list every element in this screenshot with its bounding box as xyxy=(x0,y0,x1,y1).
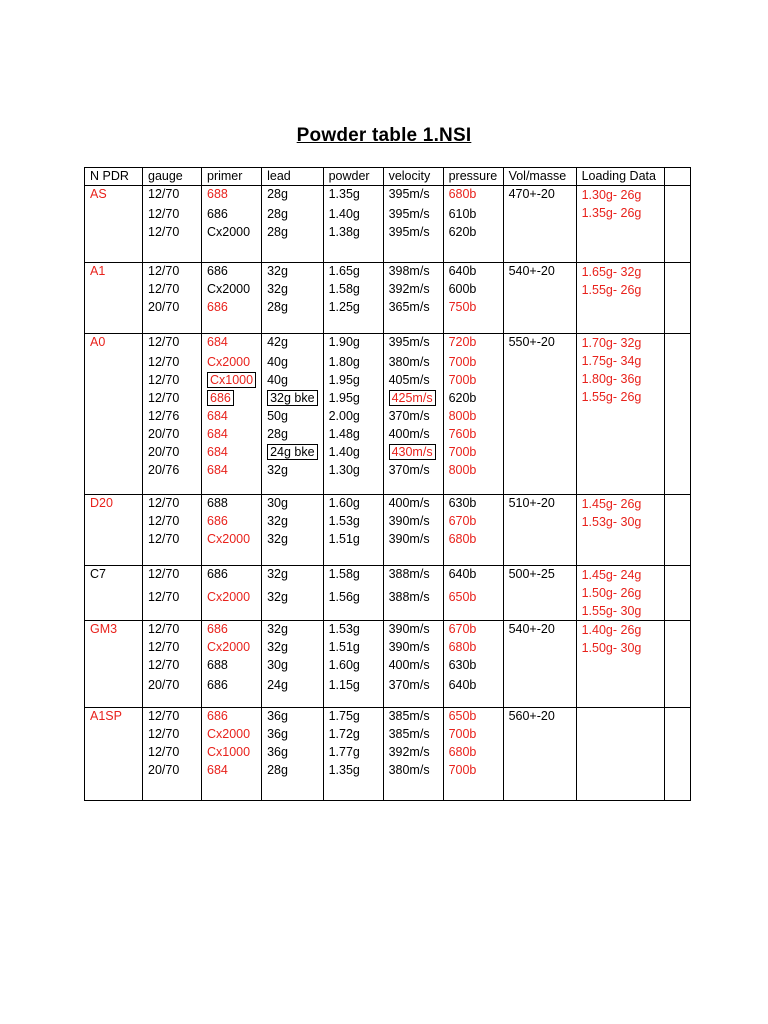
pressure-cell: 620b xyxy=(443,390,503,408)
spacer-cell xyxy=(143,244,202,263)
gauge-cell: 20/70 xyxy=(143,677,202,695)
primer-value: 686 xyxy=(207,390,234,406)
velocity-cell: 395m/s xyxy=(383,186,443,207)
header-vol-masse: Vol/masse xyxy=(503,168,576,186)
lead-cell: 32g xyxy=(262,566,323,590)
lead-cell: 32g xyxy=(262,639,323,657)
spacer-cell xyxy=(262,695,323,708)
powder-name: C7 xyxy=(85,566,143,621)
velocity-cell: 390m/s xyxy=(383,531,443,551)
velocity-cell: 370m/s xyxy=(383,462,443,480)
spacer-cell xyxy=(143,551,202,566)
pressure-cell: 640b xyxy=(443,677,503,695)
gauge-cell: 12/70 xyxy=(143,513,202,531)
pressure-cell: 700b xyxy=(443,762,503,784)
table-row xyxy=(85,495,691,514)
loading-data-entry: 1.70g- 32g xyxy=(581,336,642,350)
pressure-cell: 680b xyxy=(443,639,503,657)
powder-cell: 1.95g xyxy=(323,390,383,408)
primer-cell: 686 xyxy=(202,677,262,695)
spacer-cell xyxy=(202,695,262,708)
primer-cell: 686 xyxy=(202,621,262,640)
spacer-cell xyxy=(443,319,503,334)
lead-cell: 28g xyxy=(262,206,323,224)
lead-cell: 30g xyxy=(262,657,323,677)
gauge-cell: 12/70 xyxy=(143,186,202,207)
lead-cell: 28g xyxy=(262,762,323,784)
loading-data-entry: 1.30g- 26g xyxy=(581,188,642,202)
spacer-cell xyxy=(443,695,503,708)
loading-data-entry: 1.53g- 30g xyxy=(581,515,642,529)
spacer-cell xyxy=(323,319,383,334)
spacer-cell xyxy=(383,551,443,566)
gauge-cell: 12/70 xyxy=(143,744,202,762)
primer-cell: 684 xyxy=(202,462,262,480)
gauge-cell: 12/70 xyxy=(143,639,202,657)
velocity-cell: 380m/s xyxy=(383,354,443,372)
header-row xyxy=(85,168,691,186)
lead-cell: 28g xyxy=(262,186,323,207)
gauge-cell: 12/70 xyxy=(143,657,202,677)
spacer-cell xyxy=(443,480,503,495)
primer-cell xyxy=(202,372,262,390)
gauge-cell: 20/70 xyxy=(143,299,202,319)
spacer-cell xyxy=(383,695,443,708)
gauge-cell: 20/70 xyxy=(143,426,202,444)
gauge-cell: 12/76 xyxy=(143,408,202,426)
header-primer: primer xyxy=(202,168,262,186)
table-row xyxy=(85,708,691,727)
velocity-cell xyxy=(383,390,443,408)
primer-cell: Cx1000 xyxy=(202,744,262,762)
spacer-cell xyxy=(202,319,262,334)
blank-cell xyxy=(664,263,690,334)
loading-data-entry: 1.65g- 32g xyxy=(581,265,642,279)
powder-cell: 1.60g xyxy=(323,657,383,677)
powder-cell: 1.77g xyxy=(323,744,383,762)
powder-cell: 1.40g xyxy=(323,206,383,224)
lead-cell: 42g xyxy=(262,334,323,355)
vol-masse-cell: 510+-20 xyxy=(503,495,576,566)
spacer-cell xyxy=(143,319,202,334)
gauge-cell: 12/70 xyxy=(143,334,202,355)
primer-cell: 684 xyxy=(202,334,262,355)
velocity-cell: 388m/s xyxy=(383,566,443,590)
lead-cell: 24g xyxy=(262,677,323,695)
powder-name: AS xyxy=(85,186,143,263)
gauge-cell: 12/70 xyxy=(143,531,202,551)
lead-cell: 32g xyxy=(262,589,323,615)
blank-cell xyxy=(664,495,690,566)
spacer-cell xyxy=(443,551,503,566)
spacer-cell xyxy=(262,244,323,263)
spacer-cell xyxy=(383,244,443,263)
primer-cell: Cx2000 xyxy=(202,531,262,551)
primer-cell: Cx2000 xyxy=(202,589,262,615)
primer-cell: 686 xyxy=(202,566,262,590)
pressure-cell: 670b xyxy=(443,621,503,640)
pressure-cell: 800b xyxy=(443,408,503,426)
blank-cell xyxy=(664,566,690,621)
loading-data-entry: 1.50g- 26g xyxy=(581,586,642,600)
table-row xyxy=(85,263,691,282)
velocity-cell: 400m/s xyxy=(383,426,443,444)
primer-cell: 686 xyxy=(202,263,262,282)
lead-cell xyxy=(262,390,323,408)
spacer-cell xyxy=(323,480,383,495)
primer-cell: 686 xyxy=(202,513,262,531)
powder-cell: 1.53g xyxy=(323,513,383,531)
powder-cell: 1.56g xyxy=(323,589,383,615)
pressure-cell: 630b xyxy=(443,495,503,514)
powder-name: GM3 xyxy=(85,621,143,708)
primer-cell: Cx2000 xyxy=(202,354,262,372)
powder-cell: 1.35g xyxy=(323,762,383,784)
powder-name: A0 xyxy=(85,334,143,495)
velocity-cell: 392m/s xyxy=(383,281,443,299)
gauge-cell: 12/70 xyxy=(143,224,202,244)
spacer-cell xyxy=(262,319,323,334)
blank-cell xyxy=(664,621,690,708)
spacer-cell xyxy=(202,244,262,263)
table-row xyxy=(85,621,691,640)
lead-cell: 36g xyxy=(262,744,323,762)
gauge-cell: 12/70 xyxy=(143,726,202,744)
spacer-cell xyxy=(262,480,323,495)
primer-cell: Cx2000 xyxy=(202,224,262,244)
lead-cell: 28g xyxy=(262,426,323,444)
pressure-cell: 610b xyxy=(443,206,503,224)
loading-data-cell xyxy=(576,621,664,708)
primer-cell: 684 xyxy=(202,408,262,426)
lead-cell: 32g xyxy=(262,263,323,282)
loading-data-entry: 1.75g- 34g xyxy=(581,354,642,368)
primer-cell: 684 xyxy=(202,444,262,462)
velocity-cell: 365m/s xyxy=(383,299,443,319)
pressure-cell: 620b xyxy=(443,224,503,244)
powder-cell: 1.30g xyxy=(323,462,383,480)
powder-cell: 1.90g xyxy=(323,334,383,355)
lead-value: 32g bke xyxy=(267,390,317,406)
vol-masse-cell: 540+-20 xyxy=(503,263,576,334)
spacer-cell xyxy=(383,480,443,495)
pressure-cell: 600b xyxy=(443,281,503,299)
spacer-cell xyxy=(143,784,202,801)
vol-masse-cell: 540+-20 xyxy=(503,621,576,708)
powder-cell: 1.58g xyxy=(323,281,383,299)
velocity-cell: 405m/s xyxy=(383,372,443,390)
spacer-cell xyxy=(202,551,262,566)
powder-cell: 1.40g xyxy=(323,444,383,462)
primer-value: Cx1000 xyxy=(207,372,256,388)
loading-data-cell xyxy=(576,566,664,621)
loading-data-entry: 1.45g- 24g xyxy=(581,568,642,582)
spacer-cell xyxy=(143,695,202,708)
primer-cell: Cx2000 xyxy=(202,639,262,657)
lead-cell: 32g xyxy=(262,462,323,480)
blank-cell xyxy=(664,186,690,263)
spacer-cell xyxy=(443,244,503,263)
powder-cell: 1.38g xyxy=(323,224,383,244)
header-loading-data: Loading Data xyxy=(576,168,664,186)
velocity-cell: 395m/s xyxy=(383,334,443,355)
loading-data-cell xyxy=(576,495,664,566)
primer-cell: Cx2000 xyxy=(202,726,262,744)
lead-cell: 36g xyxy=(262,708,323,727)
pressure-cell: 680b xyxy=(443,531,503,551)
primer-cell: 688 xyxy=(202,657,262,677)
gauge-cell: 12/70 xyxy=(143,372,202,390)
loading-data-cell xyxy=(576,334,664,495)
pressure-cell: 650b xyxy=(443,708,503,727)
powder-cell: 1.48g xyxy=(323,426,383,444)
velocity-cell: 390m/s xyxy=(383,639,443,657)
powder-cell: 1.75g xyxy=(323,708,383,727)
vol-masse-cell: 470+-20 xyxy=(503,186,576,263)
header-velocity: velocity xyxy=(383,168,443,186)
pressure-cell: 700b xyxy=(443,354,503,372)
velocity-cell: 390m/s xyxy=(383,513,443,531)
velocity-cell: 392m/s xyxy=(383,744,443,762)
primer-cell: 686 xyxy=(202,206,262,224)
powder-cell: 1.95g xyxy=(323,372,383,390)
primer-cell: Cx2000 xyxy=(202,281,262,299)
blank-cell xyxy=(664,334,690,495)
velocity-cell: 388m/s xyxy=(383,589,443,615)
table-row xyxy=(85,334,691,355)
gauge-cell: 12/70 xyxy=(143,354,202,372)
primer-cell xyxy=(202,390,262,408)
gauge-cell: 20/76 xyxy=(143,462,202,480)
vol-masse-cell: 550+-20 xyxy=(503,334,576,495)
pressure-cell: 640b xyxy=(443,566,503,590)
powder-name: A1 xyxy=(85,263,143,334)
spacer-cell xyxy=(143,480,202,495)
velocity-value: 430m/s xyxy=(389,444,436,460)
pressure-cell: 680b xyxy=(443,744,503,762)
loading-data-entry: 1.35g- 26g xyxy=(581,206,642,220)
table-row xyxy=(85,566,691,590)
velocity-cell: 385m/s xyxy=(383,708,443,727)
spacer-cell xyxy=(202,784,262,801)
pressure-cell: 630b xyxy=(443,657,503,677)
gauge-cell: 12/70 xyxy=(143,390,202,408)
pressure-cell: 700b xyxy=(443,444,503,462)
gauge-cell: 12/70 xyxy=(143,708,202,727)
spacer-cell xyxy=(383,319,443,334)
lead-cell: 40g xyxy=(262,372,323,390)
header-powder: powder xyxy=(323,168,383,186)
lead-cell: 32g xyxy=(262,531,323,551)
spacer-cell xyxy=(383,784,443,801)
pressure-cell: 760b xyxy=(443,426,503,444)
powder-cell: 1.25g xyxy=(323,299,383,319)
powder-cell: 1.35g xyxy=(323,186,383,207)
powder-cell: 2.00g xyxy=(323,408,383,426)
pressure-cell: 750b xyxy=(443,299,503,319)
spacer-cell xyxy=(323,551,383,566)
powder-cell: 1.53g xyxy=(323,621,383,640)
loading-data-cell xyxy=(576,708,664,801)
loading-data-cell xyxy=(576,186,664,263)
velocity-cell: 385m/s xyxy=(383,726,443,744)
loading-data-entry: 1.80g- 36g xyxy=(581,372,642,386)
velocity-value: 425m/s xyxy=(389,390,436,406)
primer-cell: 688 xyxy=(202,186,262,207)
pressure-cell: 700b xyxy=(443,726,503,744)
velocity-cell: 370m/s xyxy=(383,408,443,426)
lead-cell: 32g xyxy=(262,513,323,531)
lead-cell: 28g xyxy=(262,224,323,244)
gauge-cell: 12/70 xyxy=(143,206,202,224)
pressure-cell: 650b xyxy=(443,589,503,615)
loading-data-entry: 1.50g- 30g xyxy=(581,641,642,655)
gauge-cell: 12/70 xyxy=(143,589,202,615)
velocity-cell: 398m/s xyxy=(383,263,443,282)
lead-cell: 36g xyxy=(262,726,323,744)
loading-data-entry: 1.55g- 26g xyxy=(581,390,642,404)
velocity-cell: 400m/s xyxy=(383,657,443,677)
powder-cell: 1.65g xyxy=(323,263,383,282)
primer-cell: 686 xyxy=(202,299,262,319)
gauge-cell: 12/70 xyxy=(143,263,202,282)
velocity-cell: 400m/s xyxy=(383,495,443,514)
powder-table xyxy=(84,167,691,801)
header-gauge: gauge xyxy=(143,168,202,186)
pressure-cell: 720b xyxy=(443,334,503,355)
pressure-cell: 800b xyxy=(443,462,503,480)
gauge-cell: 12/70 xyxy=(143,621,202,640)
powder-cell: 1.51g xyxy=(323,531,383,551)
lead-value: 24g bke xyxy=(267,444,317,460)
lead-cell: 40g xyxy=(262,354,323,372)
vol-masse-cell: 500+-25 xyxy=(503,566,576,621)
powder-cell: 1.80g xyxy=(323,354,383,372)
lead-cell: 50g xyxy=(262,408,323,426)
velocity-cell: 395m/s xyxy=(383,206,443,224)
gauge-cell: 20/70 xyxy=(143,444,202,462)
loading-data-entry: 1.45g- 26g xyxy=(581,497,642,511)
page-title: Powder table 1.NSI xyxy=(296,125,472,146)
loading-data-entry: 1.40g- 26g xyxy=(581,623,642,637)
gauge-cell: 12/70 xyxy=(143,566,202,590)
lead-cell xyxy=(262,444,323,462)
spacer-cell xyxy=(262,551,323,566)
powder-cell: 1.72g xyxy=(323,726,383,744)
gauge-cell: 12/70 xyxy=(143,495,202,514)
pressure-cell: 680b xyxy=(443,186,503,207)
velocity-cell: 390m/s xyxy=(383,621,443,640)
table-row xyxy=(85,186,691,207)
lead-cell: 28g xyxy=(262,299,323,319)
primer-cell: 686 xyxy=(202,708,262,727)
blank-cell xyxy=(664,708,690,801)
header-lead: lead xyxy=(262,168,323,186)
spacer-cell xyxy=(443,784,503,801)
velocity-cell: 380m/s xyxy=(383,762,443,784)
loading-data-cell xyxy=(576,263,664,334)
powder-cell: 1.15g xyxy=(323,677,383,695)
loading-data-entry: 1.55g- 30g xyxy=(581,604,642,618)
pressure-cell: 700b xyxy=(443,372,503,390)
lead-cell: 32g xyxy=(262,621,323,640)
gauge-cell: 12/70 xyxy=(143,281,202,299)
vol-masse-cell: 560+-20 xyxy=(503,708,576,801)
velocity-cell: 370m/s xyxy=(383,677,443,695)
loading-data-entry: 1.55g- 26g xyxy=(581,283,642,297)
lead-cell: 32g xyxy=(262,281,323,299)
gauge-cell: 20/70 xyxy=(143,762,202,784)
lead-cell: 30g xyxy=(262,495,323,514)
powder-cell: 1.58g xyxy=(323,566,383,590)
powder-cell: 1.51g xyxy=(323,639,383,657)
powder-name: A1SP xyxy=(85,708,143,801)
pressure-cell: 670b xyxy=(443,513,503,531)
spacer-cell xyxy=(202,480,262,495)
spacer-cell xyxy=(323,695,383,708)
header-blank xyxy=(664,168,690,186)
primer-cell: 684 xyxy=(202,762,262,784)
spacer-cell xyxy=(262,784,323,801)
primer-cell: 684 xyxy=(202,426,262,444)
powder-name: D20 xyxy=(85,495,143,566)
spacer-cell xyxy=(323,784,383,801)
powder-cell: 1.60g xyxy=(323,495,383,514)
primer-cell: 688 xyxy=(202,495,262,514)
pressure-cell: 640b xyxy=(443,263,503,282)
velocity-cell: 395m/s xyxy=(383,224,443,244)
velocity-cell xyxy=(383,444,443,462)
spacer-cell xyxy=(323,244,383,263)
header-npdr: N PDR xyxy=(85,168,143,186)
header-pressure: pressure xyxy=(443,168,503,186)
